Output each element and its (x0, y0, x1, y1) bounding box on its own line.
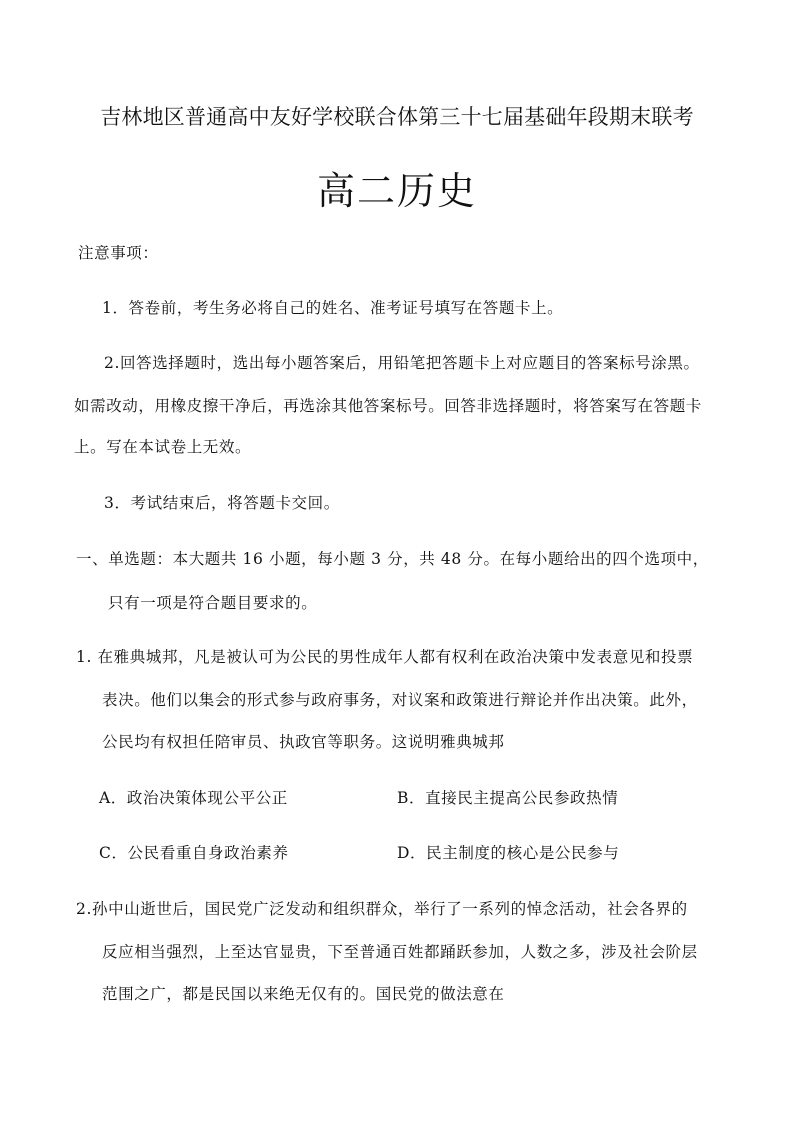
question-1-option-b: B．直接民主提高公民参政热情 (397, 789, 619, 807)
notice-heading: 注意事项： (78, 244, 159, 262)
section-heading-line-1: 一、单选题：本大题共 16 小题，每小题 3 分，共 48 分。在每小题给出的四个选项中， (76, 550, 709, 568)
question-1-line-2: 表决。他们以集会的形式参与政府事务，对议案和政策进行辩论并作出决策。此外， (102, 691, 698, 709)
subject-title: 高二历史 (316, 169, 477, 213)
exam-title: 吉林地区普通高中友好学校联合体第三十七届基础年段期末联考 (100, 105, 694, 129)
question-1-option-a: A．政治决策体现公平公正 (99, 789, 288, 807)
question-2-line-1: 2.孙中山逝世后，国民党广泛发动和组织群众，举行了一系列的悼念活动，社会各界的 (76, 900, 688, 918)
question-1-line-1: 1. 在雅典城邦，凡是被认可为公民的男性成年人都有权利在政治决策中发表意见和投票 (76, 648, 694, 666)
notice-item-2-line-2: 如需改动，用橡皮擦干净后，再选涂其他答案标号。回答非选择题时，将答案写在答题卡 (74, 397, 702, 415)
question-2-line-2: 反应相当强烈，上至达官显贵，下至普通百姓都踊跃参加，人数之多，涉及社会阶层 (102, 943, 698, 961)
notice-item-2-line-3: 上。写在本试卷上无效。 (74, 438, 252, 456)
notice-item-1: 1．答卷前，考生务必将自己的姓名、准考证号填写在答题卡上。 (102, 299, 564, 317)
question-1-option-c: C．公民看重自身政治素养 (99, 844, 289, 862)
notice-item-3: 3．考试结束后，将答题卡交回。 (104, 494, 340, 512)
question-1-option-d: D．民主制度的核心是公民参与 (397, 844, 620, 862)
section-heading-line-2: 只有一项是符合题目要求的。 (108, 594, 318, 612)
notice-item-2-line-1: 2.回答选择题时，选出每小题答案后，用铅笔把答题卡上对应题目的答案标号涂黑。 (104, 354, 700, 372)
question-2-line-3: 范围之广，都是民国以来绝无仅有的。国民党的做法意在 (102, 985, 505, 1003)
question-1-line-3: 公民均有权担任陪审员、执政官等职务。这说明雅典城邦 (102, 733, 505, 751)
